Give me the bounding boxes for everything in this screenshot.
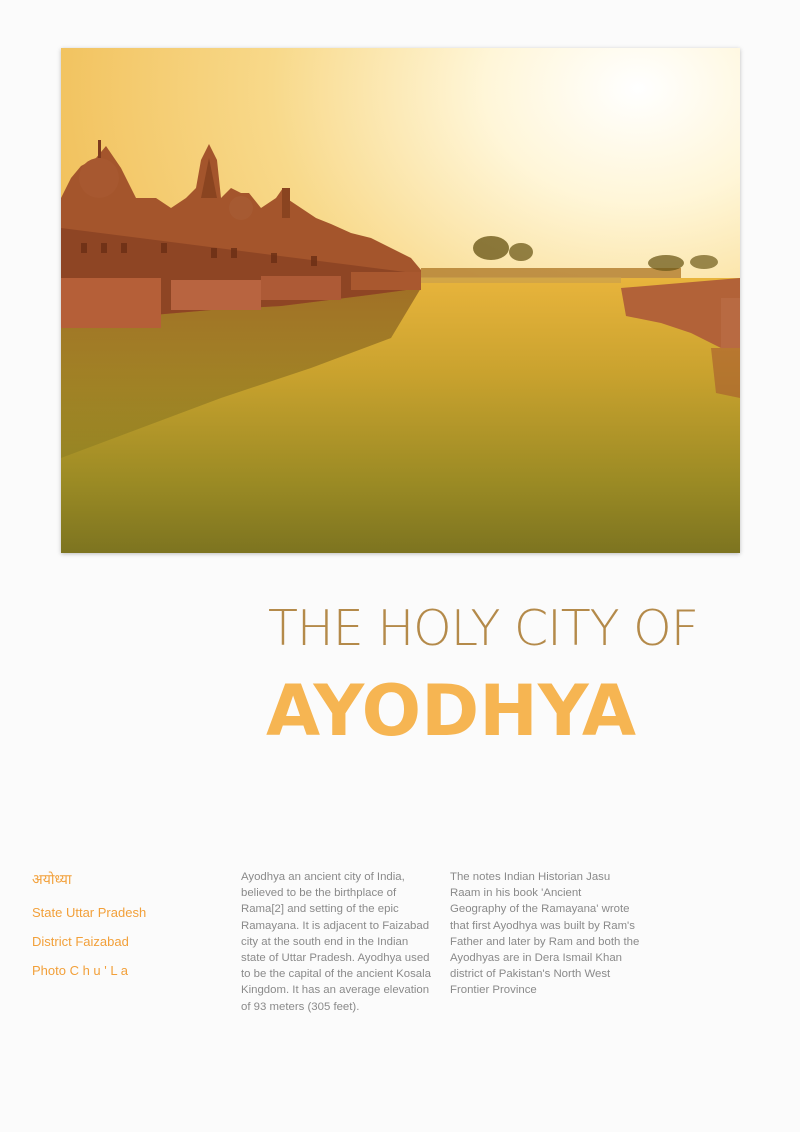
hero-photo: [61, 48, 740, 553]
photo-credit: Photo C h u ' L a: [32, 963, 128, 978]
body-column-1: Ayodhya an ancient city of India, believed to be the birthplace of Rama[2] and setting of the epic Ramayana. It is adjacent to Faizabad city at the south end in the Indian state of Uttar Pradesh. Ayodhya used to be the capital of the ancient Kosala Kingdom. It has an average elevation of 93 meters (305 feet).: [241, 871, 431, 1013]
district-label: District Faizabad: [32, 934, 129, 949]
river-ghats-image: [61, 48, 740, 553]
heading-line-1: THE HOLY CITY OF: [268, 600, 698, 657]
hindi-name: अयोध्या: [32, 871, 72, 887]
body-column-2: The notes Indian Historian Jasu Raam in his book 'Ancient Geography of the Ramayana' wrote that first Ayodhya was built by Ram's Father and later by Ram and both the Ayodhyas are in Dera Ismail Khan district of Pakistan's North West Frontier Province: [450, 871, 640, 997]
meta-block: [32, 870, 212, 992]
state-label: State Uttar Pradesh: [32, 905, 147, 920]
heading-line-2: AYODHYA: [266, 670, 637, 752]
